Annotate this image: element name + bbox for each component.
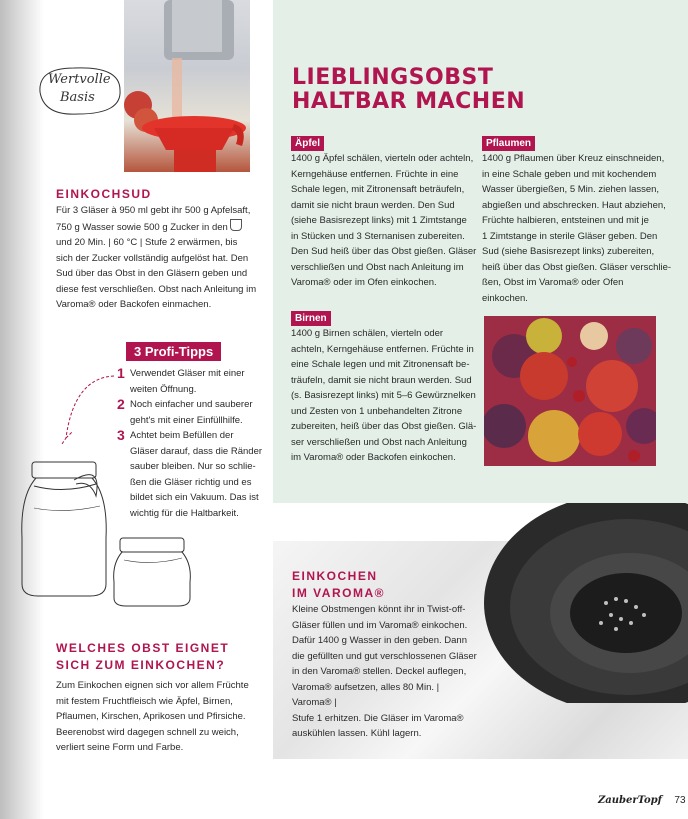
varoma-line: Kleine Obstmengen könnt ihr in Twist-off- xyxy=(292,604,466,615)
badge-line2: Basis xyxy=(60,90,95,105)
tip-line: bildet sich ein Vakuum. Das ist xyxy=(130,492,259,503)
varoma-heading-line2: IM VAROMA® xyxy=(292,586,385,600)
pflaumen-section xyxy=(482,133,672,306)
welches-heading-line1: WELCHES OBST EIGNET xyxy=(56,641,230,655)
varoma-line: in den Varoma® stellen. Deckel auflegen, xyxy=(292,666,467,677)
hand-lettered-badge xyxy=(34,62,126,118)
pflaumen-line: Sud (siehe Basisrezept links) zubereiten, xyxy=(482,246,655,257)
tip-line: wichtig für die Haltbarkeit. xyxy=(130,507,239,519)
pflaumen-label: Pflaumen xyxy=(482,136,535,151)
einkochsud-line: Sud über das Obst in den Gläsern geben und xyxy=(56,268,248,279)
welches-line: Zum Einkochen eignen sich vor allem Früchte xyxy=(56,680,249,691)
welches-obst-section xyxy=(56,640,270,756)
birnen-line: achteln, Kerngehäuse entfernen. Früchte in xyxy=(291,343,474,355)
birnen-line: (s. Basisrezept links) mit 5–6 Gewürznelken xyxy=(291,390,476,401)
aepfel-line: Schale legen, mit Zitronensaft beträufeln, xyxy=(291,184,465,195)
photo-fruits xyxy=(484,316,656,466)
varoma-line: auskühlen lassen. Kühl lagern. xyxy=(292,728,422,739)
einkochsud-section xyxy=(56,186,270,313)
einkochsud-line: Varoma® oder Backofen einmachen. xyxy=(56,299,212,310)
aepfel-line: damit sie nicht braun werden. Den Sud xyxy=(291,199,455,211)
pflaumen-line: Früchte halbieren, entsteinen und mit je xyxy=(482,215,649,226)
einkochsud-heading: EINKOCHSUD xyxy=(56,187,152,201)
varoma-line: Gläser füllen und im Varoma® einkochen. xyxy=(292,619,468,631)
einkochsud-line: 750 g Wasser sowie 500 g Zucker in den xyxy=(56,219,270,236)
pflaumen-line: Wasser übergießen, 5 Min. ziehen lassen, xyxy=(482,184,660,195)
jar-illustration xyxy=(14,365,204,618)
page-number: 73 xyxy=(674,795,686,806)
mixing-bowl-icon xyxy=(230,219,242,231)
welches-line: mit festem Fruchtfleisch wie Äpfel, Birnen, xyxy=(56,695,233,707)
einkochsud-text xyxy=(56,203,270,313)
varoma-line: die gefüllten und gut verschlossenen Gläser xyxy=(292,650,477,662)
aepfel-line: 1400 g Äpfel schälen, vierteln oder achteln, xyxy=(291,153,474,164)
birnen-section xyxy=(291,308,477,466)
aepfel-text xyxy=(291,151,477,291)
einkochsud-line: sich der Zucker vollständig aufgelöst hat. Den xyxy=(56,252,249,264)
welches-line: verliert seine Form und Farbe. xyxy=(56,742,184,753)
tip-number: 3 xyxy=(117,427,125,443)
einkochsud-line: diese fest verschließen. Obst nach Anleitung im xyxy=(56,283,257,295)
tips-title: 3 Profi-Tipps xyxy=(126,342,221,361)
photo-pouring-juice xyxy=(124,0,250,172)
photo-varoma-pot xyxy=(476,503,688,703)
varoma-text xyxy=(292,602,478,742)
pflaumen-line: 1 Zimtstange in sterile Gläser geben. Den xyxy=(482,230,658,242)
aepfel-line: Kerngehäuse entfernen. Früchte in eine xyxy=(291,168,459,180)
varoma-line: Varoma® aufsetzen, alles 80 Min. | Varoma® | xyxy=(292,681,440,708)
aepfel-line: Varoma® oder im Ofen einkochen. xyxy=(291,277,437,288)
pflaumen-line: heiß über das Obst gießen. Gläser verschlie- xyxy=(482,261,672,273)
tip-line: sauber bleiben. Nur so schlie- xyxy=(130,461,256,472)
footer xyxy=(598,790,686,808)
badge-line1: Wertvolle xyxy=(48,72,111,87)
aepfel-line: Den Sud heiß über das Obst gießen. Gläser xyxy=(291,246,477,257)
pflaumen-text xyxy=(482,151,672,306)
birnen-label: Birnen xyxy=(291,311,331,326)
pflaumen-line: 1400 g Pflaumen über Kreuz einschneiden, xyxy=(482,153,665,164)
birnen-text xyxy=(291,326,477,466)
varoma-section xyxy=(292,568,478,742)
tip-line: Achtet beim Befüllen der xyxy=(130,430,234,441)
birnen-line: 1400 g Birnen schälen, vierteln oder xyxy=(291,328,444,339)
aepfel-section xyxy=(291,133,477,291)
varoma-line: Stufe 1 erhitzen. Die Gläser im Varoma® xyxy=(292,712,464,724)
birnen-line: träufeln, damit sie nicht braun werden. Sud xyxy=(291,374,472,386)
aepfel-line: (siehe Basisrezept links) mit 1 Zimtstange xyxy=(291,215,467,226)
tip-line: geht's mit einer Einfüllhilfe. xyxy=(130,414,243,426)
tip-line: Noch einfacher und sauberer xyxy=(130,399,253,410)
tip-line: ßen die Gläser richtig und es xyxy=(130,476,252,488)
welches-text xyxy=(56,678,270,756)
aepfel-line: verschließen und Obst nach Anleitung im xyxy=(291,261,464,273)
title-line2: HALTBAR MACHEN xyxy=(292,89,526,114)
page-title xyxy=(292,66,672,114)
pflaumen-line: abgießen und abschrecken. Haut abziehen, xyxy=(482,199,666,211)
pflaumen-line: in eine Schale geben und mit kochendem xyxy=(482,168,657,180)
welches-heading-line2: SICH ZUM EINKOCHEN? xyxy=(56,658,226,672)
birnen-line: im Varoma® oder Backofen einkochen. xyxy=(291,452,456,463)
birnen-line: zubereiten, heiß über das Obst gießen. Glä- xyxy=(291,421,477,432)
einkochsud-line: und 20 Min. | 60 °C | Stufe 2 erwärmen, bis xyxy=(56,237,238,248)
pflaumen-line: ßen, Obst im Varoma® oder Ofen einkochen. xyxy=(482,277,624,304)
tips-title-badge xyxy=(126,343,221,361)
aepfel-line: in Stücken und 3 Sternanisen zubereiten. xyxy=(291,230,465,242)
aepfel-label: Äpfel xyxy=(291,136,324,151)
welches-line: Beerenobst wird dagegen schnell zu weich, xyxy=(56,726,239,738)
varoma-heading-line1: EINKOCHEN xyxy=(292,569,378,583)
birnen-line: eine Schale legen und mit Zitronensaft be- xyxy=(291,359,470,370)
tip-number: 1 xyxy=(117,365,125,381)
einkochsud-line: Für 3 Gläser à 950 ml gebt ihr 500 g Apfelsaft, xyxy=(56,205,251,216)
birnen-line: und Zesten von 1 unbehandelten Zitrone xyxy=(291,405,463,417)
birnen-line: ser verschließen und Obst nach Anleitung xyxy=(291,436,467,448)
tip-line: Gläser darauf, dass die Ränder xyxy=(130,445,263,457)
tip-number: 2 xyxy=(117,396,125,412)
welches-line: Pflaumen, Kirschen, Aprikosen und Pfirsiche. xyxy=(56,711,246,722)
title-line1: LIEBLINGSOBST xyxy=(292,65,494,90)
magazine-logo: ZauberTopf xyxy=(598,795,662,806)
tip-line: Verwendet Gläser mit einer xyxy=(130,368,245,379)
tip-line: weiten Öffnung. xyxy=(130,383,197,395)
varoma-line: Dafür 1400 g Wasser in den geben. Dann xyxy=(292,635,467,646)
